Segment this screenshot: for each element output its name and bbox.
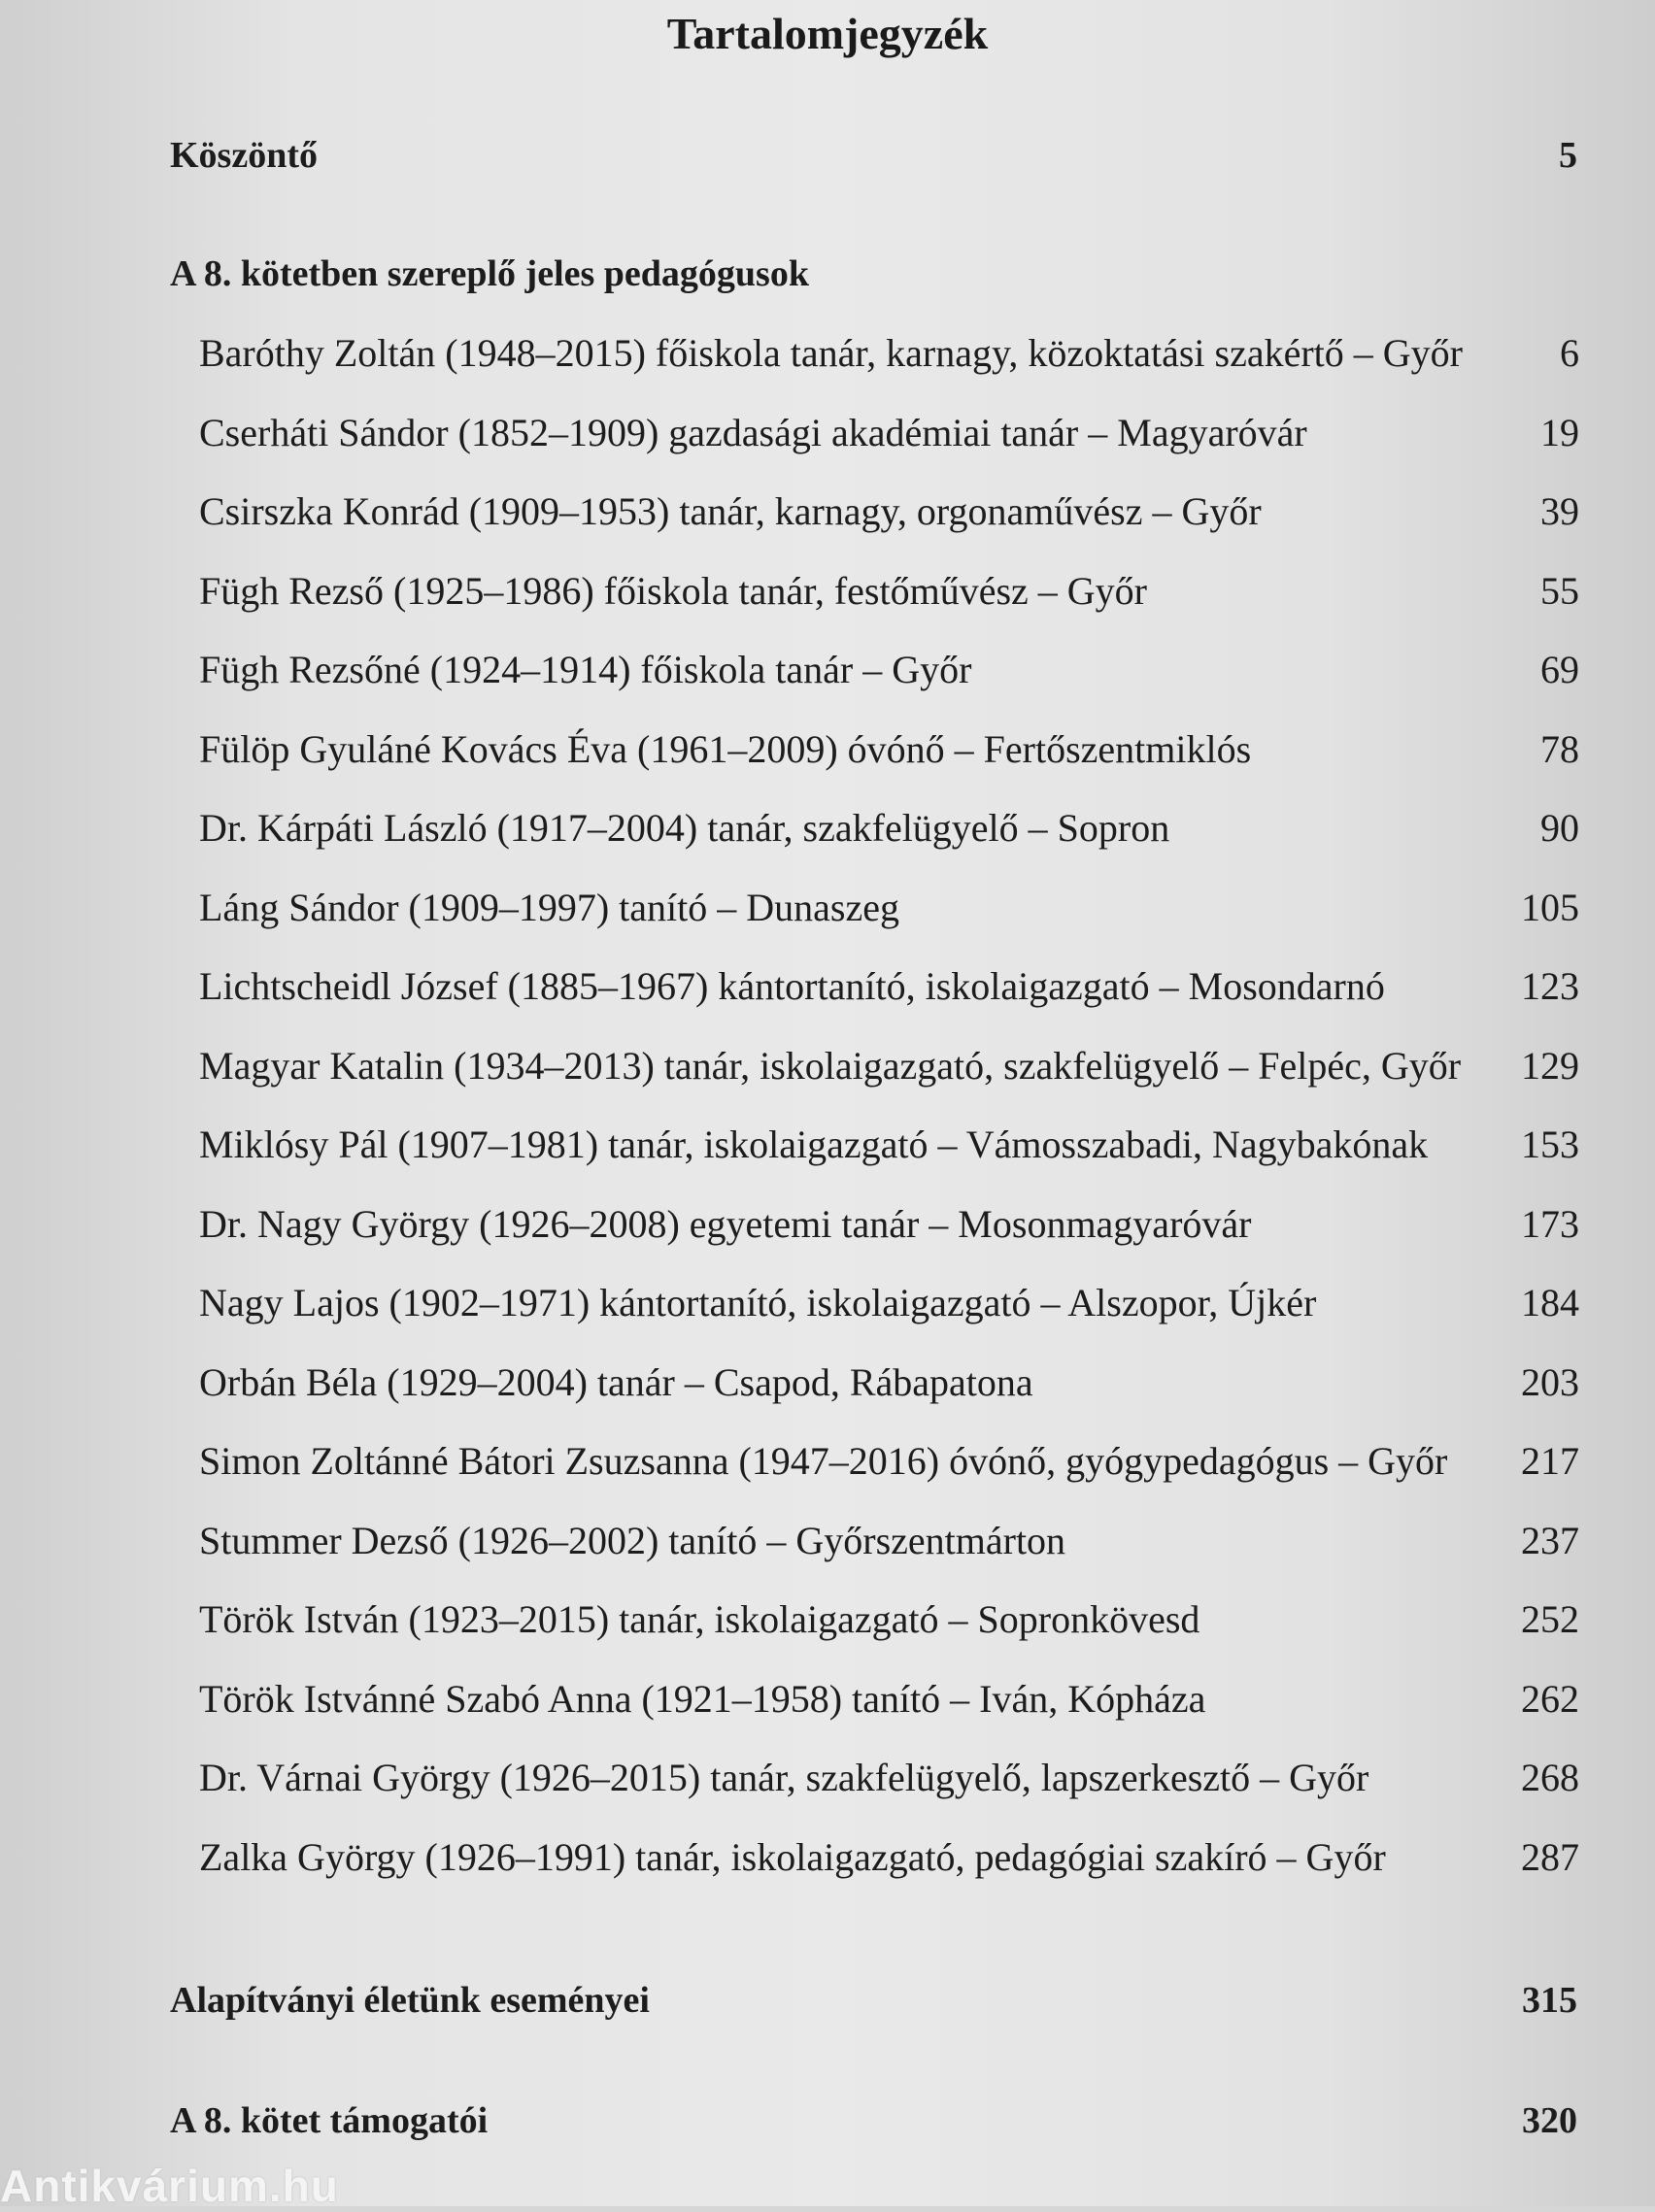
toc-entry-page: 123: [1521, 964, 1579, 1008]
toc-entry-page: 6: [1560, 331, 1579, 375]
toc-entry[interactable]: [199, 963, 1579, 1043]
toc-entry-page: 90: [1540, 806, 1579, 850]
toc-entry-text: Orbán Béla (1929–2004) tanár – Csapod, Rábapatona: [199, 1359, 1033, 1404]
toc-entry[interactable]: [199, 726, 1579, 806]
toc-entry[interactable]: [199, 1043, 1579, 1123]
toc-entry-text: Cserháti Sándor (1852–1909) gazdasági akadémiai tanár – Magyaróvár: [199, 410, 1307, 454]
toc-entry-text: Dr. Várnai György (1926–2015) tanár, szakfelügyelő, lapszerkesztő – Győr: [199, 1756, 1369, 1799]
section-greeting-page: 5: [1559, 135, 1577, 176]
toc-entry-page: 203: [1521, 1359, 1579, 1404]
toc-entry-page: 268: [1521, 1756, 1579, 1799]
toc-entry-page: 173: [1521, 1201, 1579, 1246]
toc-entry-page: 237: [1521, 1518, 1579, 1562]
toc-entry-text: Láng Sándor (1909–1997) tanító – Dunaszeg: [199, 885, 899, 929]
toc-entry-text: Csirszka Konrád (1909–1953) tanár, karnagy, orgonaművész – Győr: [199, 489, 1262, 533]
section-events-label: Alapítványi életünk eseményei: [170, 1980, 650, 2021]
toc-entry-text: Fügh Rezsőné (1924–1914) főiskola tanár – Győr: [199, 648, 972, 691]
toc-entry-page: 55: [1540, 568, 1579, 613]
toc-entry-page: 184: [1521, 1281, 1579, 1324]
toc-entry-page: 69: [1540, 648, 1579, 691]
toc-entry[interactable]: [199, 1596, 1579, 1676]
toc-entry[interactable]: [199, 330, 1579, 410]
toc-entry[interactable]: [199, 488, 1579, 568]
toc-entry-list: [199, 330, 1579, 1913]
toc-entry-page: 262: [1521, 1676, 1579, 1721]
toc-entry[interactable]: [199, 1518, 1579, 1597]
toc-entry[interactable]: [199, 885, 1579, 964]
section-sponsors-label: A 8. kötet támogatói: [170, 2100, 489, 2141]
toc-entry-text: Miklósy Pál (1907–1981) tanár, iskolaigazgató – Vámosszabadi, Nagybakónak: [199, 1123, 1429, 1166]
toc-entry-page: 217: [1521, 1439, 1579, 1483]
toc-entry-text: Dr. Nagy György (1926–2008) egyetemi tanár – Mosonmagyaróvár: [199, 1201, 1252, 1246]
toc-entry[interactable]: [199, 1676, 1579, 1756]
toc-entry[interactable]: [199, 1834, 1579, 1914]
toc-entry-text: Fügh Rezső (1925–1986) főiskola tanár, festőművész – Győr: [199, 568, 1147, 613]
watermark: Antikvárium.hu: [0, 2161, 339, 2211]
toc-entry-page: 252: [1521, 1597, 1579, 1641]
toc-entry-text: Fülöp Gyuláné Kovács Éva (1961–2009) óvónő – Fertőszentmiklós: [199, 726, 1252, 771]
toc-entry[interactable]: [199, 1755, 1579, 1834]
page-title: Tartalomjegyzék: [666, 9, 989, 58]
toc-entry[interactable]: [199, 1359, 1579, 1439]
toc-entry[interactable]: [199, 568, 1579, 648]
toc-entry-page: 39: [1540, 489, 1579, 533]
toc-entry[interactable]: [199, 1438, 1579, 1518]
toc-entry-text: Stummer Dezső (1926–2002) tanító – Győrszentmárton: [199, 1518, 1066, 1562]
toc-entry-text: Zalka György (1926–1991) tanár, iskolaigazgató, pedagógiai szakíró – Győr: [199, 1834, 1386, 1879]
toc-entry-page: 153: [1521, 1123, 1579, 1166]
toc-entry-text: Török István (1923–2015) tanár, iskolaigazgató – Sopronkövesd: [199, 1597, 1200, 1641]
toc-entry-text: Török Istvánné Szabó Anna (1921–1958) tanító – Iván, Kópháza: [199, 1676, 1206, 1721]
toc-entry-text: Dr. Kárpáti László (1917–2004) tanár, szakfelügyelő – Sopron: [199, 806, 1170, 850]
toc-entry[interactable]: [199, 647, 1579, 726]
toc-entry[interactable]: [199, 805, 1579, 885]
section-sponsors-page: 320: [1522, 2100, 1577, 2141]
section-events-page: 315: [1522, 1980, 1577, 2021]
toc-entry-page: 129: [1521, 1043, 1579, 1088]
toc-entry-page: 105: [1521, 885, 1579, 929]
toc-entry-page: 287: [1521, 1834, 1579, 1879]
toc-entry-text: Simon Zoltánné Bátori Zsuzsanna (1947–2016) óvónő, gyógypedagógus – Győr: [199, 1439, 1448, 1483]
toc-entry-text: Magyar Katalin (1934–2013) tanár, iskolaigazgató, szakfelügyelő – Felpéc, Győr: [199, 1043, 1462, 1088]
toc-entry-page: 19: [1540, 410, 1579, 454]
toc-entry-text: Lichtscheidl József (1885–1967) kántortanító, iskolaigazgató – Mosondarnó: [199, 964, 1385, 1008]
toc-entry[interactable]: [199, 1201, 1579, 1281]
section-educators-label: A 8. kötetben szereplő jeles pedagógusok: [170, 253, 809, 294]
toc-entry-page: 78: [1540, 726, 1579, 771]
toc-entry-text: Baróthy Zoltán (1948–2015) főiskola tanár, karnagy, közoktatási szakértő – Győr: [199, 331, 1463, 375]
toc-entry[interactable]: [199, 1280, 1579, 1359]
section-greeting-label: Köszöntő: [170, 135, 318, 176]
toc-entry[interactable]: [199, 1122, 1579, 1201]
toc-entry[interactable]: [199, 410, 1579, 489]
toc-entry-text: Nagy Lajos (1902–1971) kántortanító, iskolaigazgató – Alszopor, Újkér: [199, 1281, 1317, 1324]
